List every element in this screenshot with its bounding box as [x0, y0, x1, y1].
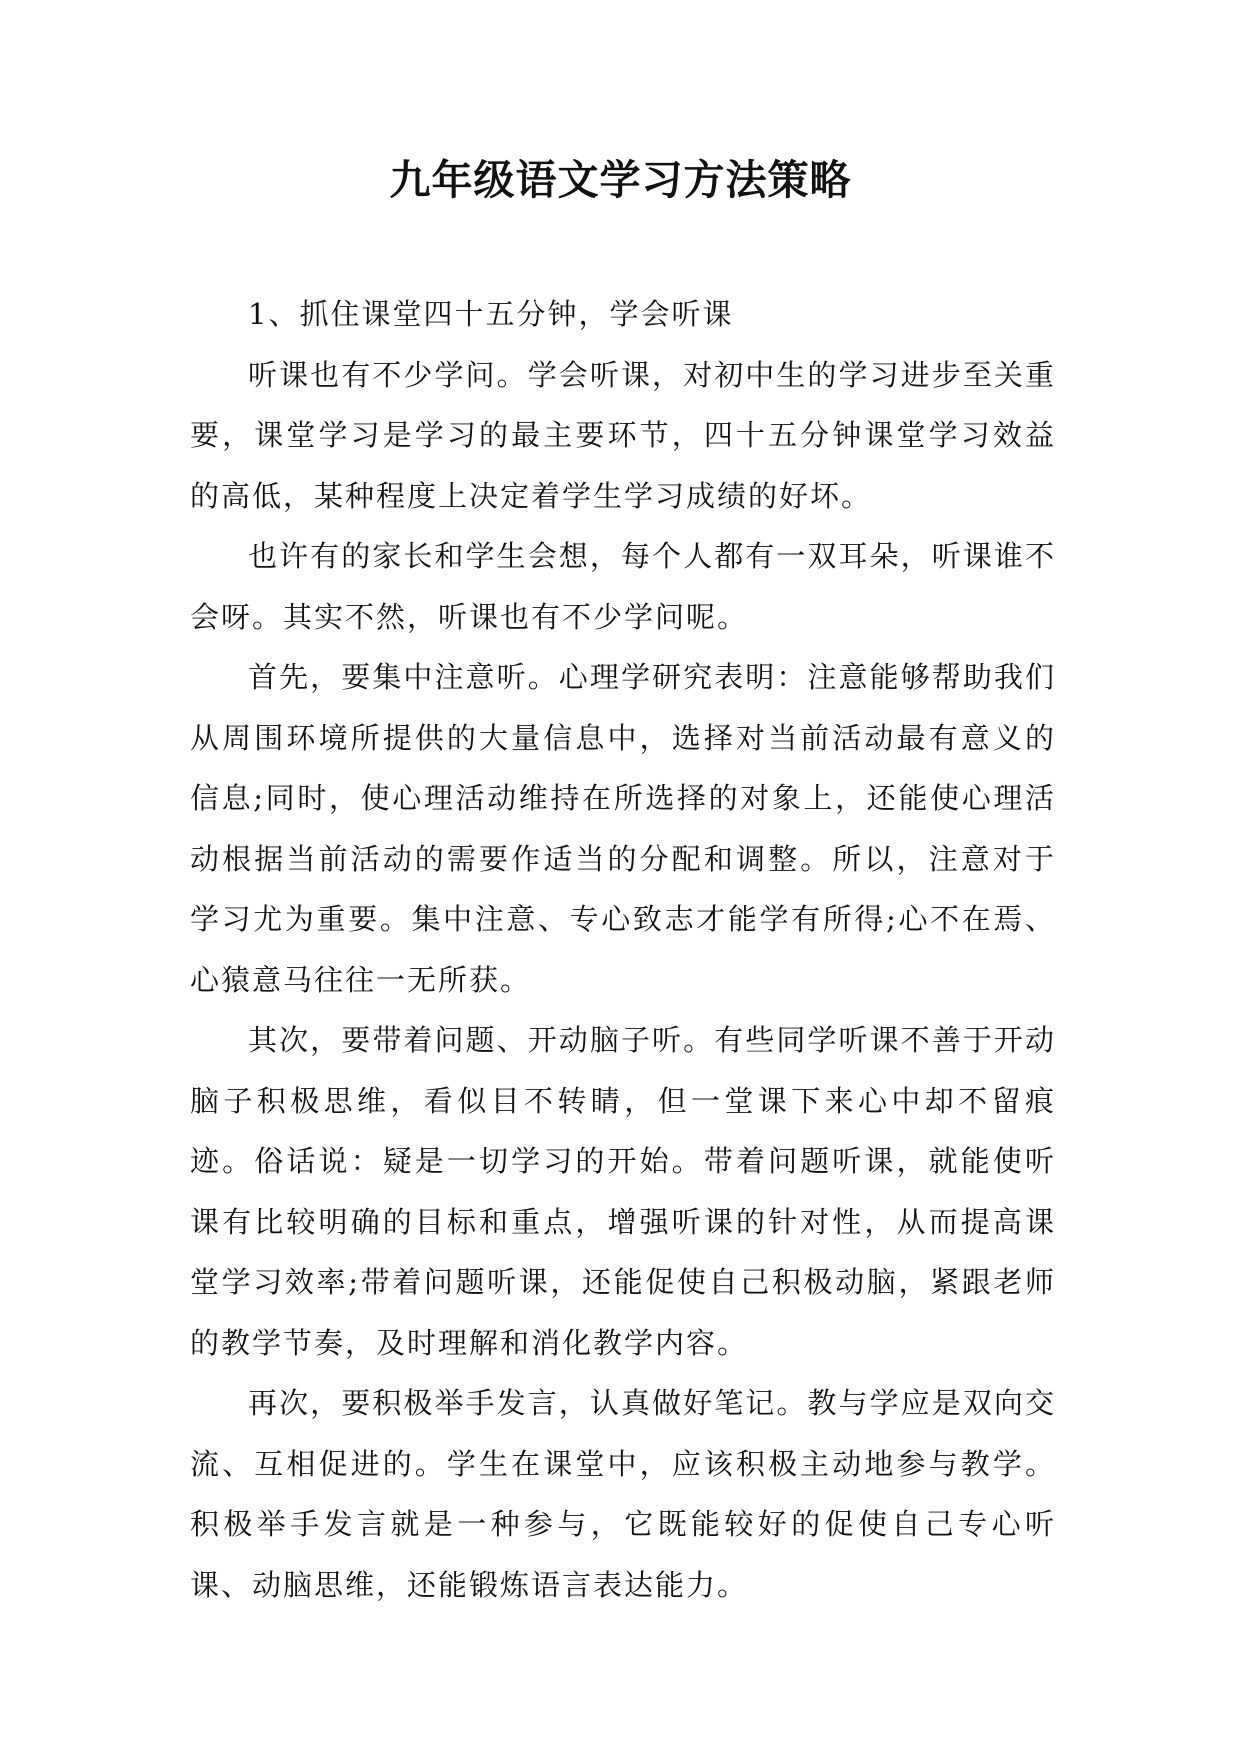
section-heading: 1、抓住课堂四十五分钟，学会听课 — [248, 297, 734, 331]
paragraph: 也许有的家长和学生会想，每个人都有一双耳朵，听课谁不会呀。其实不然，听课也有不少学问呢。 — [190, 539, 1056, 634]
paragraph: 再次，要积极举手发言，认真做好笔记。教与学应是双向交流、互相促进的。学生在课堂中，应该积极主动地参与教学。积极举手发言就是一种参与，它既能较好的促使自己专心听课、动脑思维，还能锻炼语言表达能力。 — [190, 1386, 1056, 1602]
document-title: 九年级语文学习方法策略 — [389, 156, 852, 204]
paragraph: 首先，要集中注意听。心理学研究表明：注意能够帮助我们从周围环境所提供的大量信息中，选择对当前活动最有意义的信息;同时，使心理活动维持在所选择的对象上，还能使心理活动根据当前活动的需要作适当的分配和调整。所以，注意对于学习尤为重要。集中注意、专心致志才能学有所得;心不在焉、心猿意马往往一无所获。 — [190, 660, 1056, 997]
paragraph: 听课也有不少学问。学会听课，对初中生的学习进步至关重要，课堂学习是学习的最主要环节，四十五分钟课堂学习效益的高低，某种程度上决定着学生学习成绩的好坏。 — [190, 357, 1056, 513]
document-body — [190, 284, 1056, 1615]
paragraph: 其次，要带着问题、开动脑子听。有些同学听课不善于开动脑子积极思维，看似目不转睛，但一堂课下来心中却不留痕迹。俗话说：疑是一切学习的开始。带着问题听课，就能使听课有比较明确的目标和重点，增强听课的针对性，从而提高课堂学习效率;带着问题听课，还能促使自己积极动脑，紧跟老师的教学节奏，及时理解和消化教学内容。 — [190, 1023, 1056, 1360]
